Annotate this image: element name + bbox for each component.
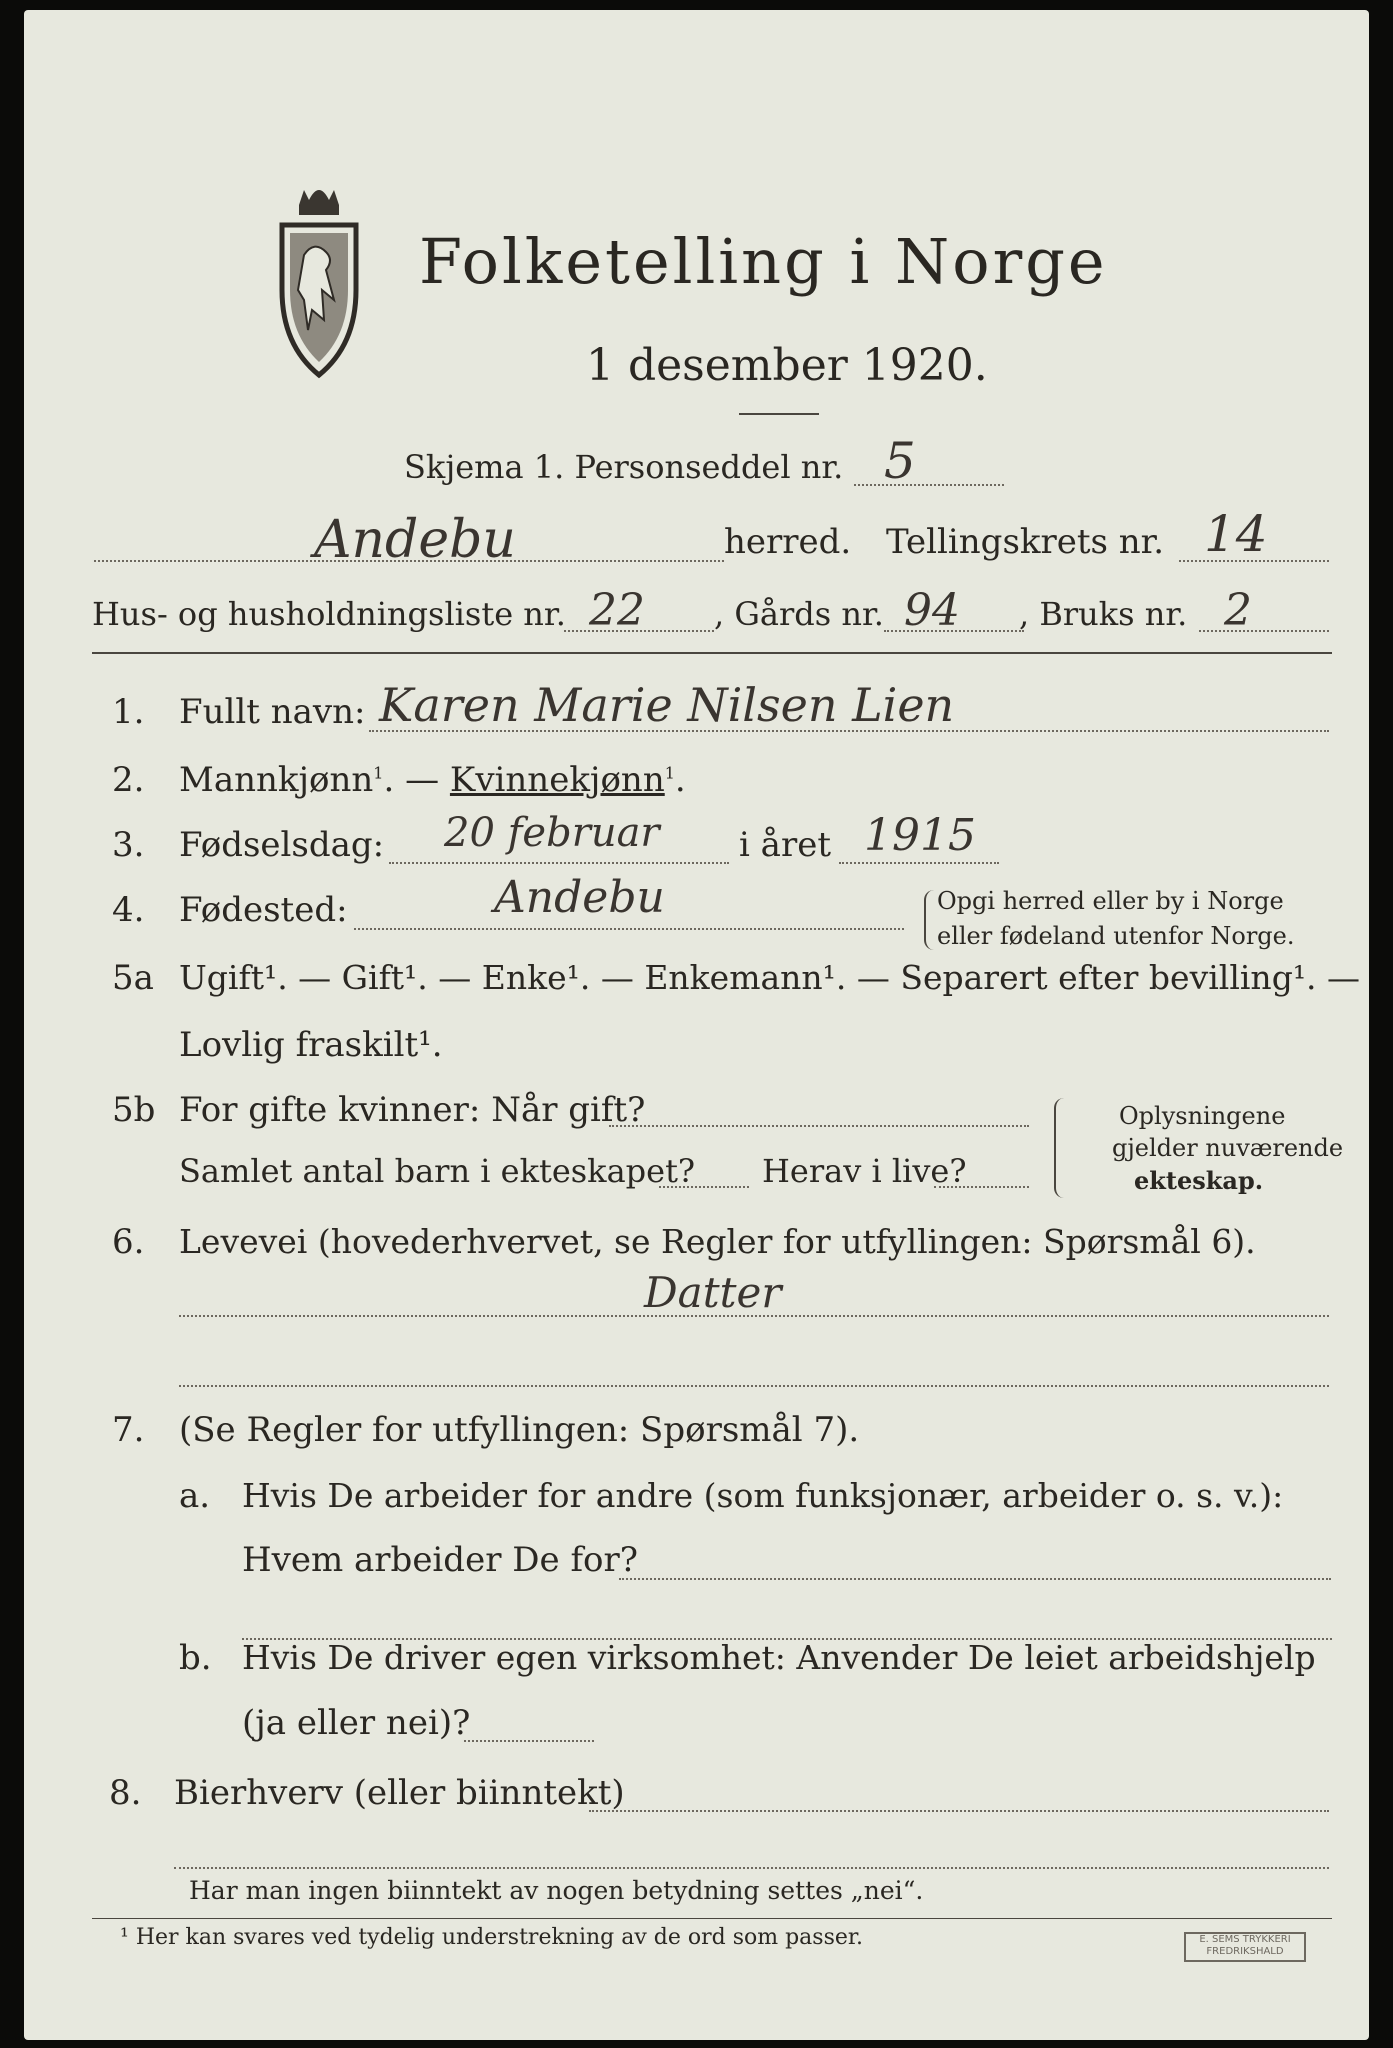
q8-line1 (589, 1810, 1329, 1812)
q2-dash: . — (383, 760, 450, 800)
q3-number: 3. (112, 825, 145, 865)
q7a-line2: Hvem arbeider De for? (242, 1540, 638, 1580)
title-rule (739, 413, 819, 415)
q7a-employer-line (619, 1578, 1331, 1580)
tellingskrets-nr: 14 (1204, 505, 1268, 563)
personseddel-nr: 5 (884, 432, 916, 490)
birthdate-value: 20 februar (444, 810, 660, 856)
herred-value: Andebu (314, 510, 516, 570)
q6-number: 6. (112, 1222, 145, 1262)
q4-line (354, 928, 904, 930)
schema-label: Skjema 1. Personseddel nr. (404, 448, 844, 486)
q7a-line1: Hvis De arbeider for andre (som funksjonær, arbeider o. s. v.): (242, 1476, 1284, 1515)
q6-line2 (179, 1385, 1329, 1387)
q5b-married-line (609, 1125, 1029, 1127)
q5b-children-line (659, 1186, 749, 1188)
q7b-line2: (ja eller nei)? (242, 1703, 471, 1743)
q2-options (179, 760, 686, 800)
printer-stamp (1184, 1932, 1306, 1962)
personseddel-line (854, 484, 1004, 486)
q5b-number: 5b (112, 1090, 156, 1130)
bruks-line (1199, 630, 1329, 632)
q3-label: Fødselsdag: (179, 825, 385, 865)
stamp-line-2: FREDRIKSHALD (1206, 1946, 1284, 1957)
q3-line (389, 862, 729, 864)
q4-brace (924, 890, 934, 950)
q7b-letter: b. (179, 1638, 212, 1678)
q4-number: 4. (112, 890, 145, 930)
herred-label: herred. (724, 522, 852, 562)
q4-note-1: Opgi herred eller by i Norge (937, 887, 1284, 915)
q2-mann: Mannkjønn (179, 760, 374, 800)
header-divider (92, 652, 1332, 654)
tellingskrets-label: Tellingskrets nr. (886, 522, 1165, 562)
q5b-alive: Herav i live? (762, 1152, 967, 1190)
stamp-line-1: E. SEMS TRYKKERI (1199, 1934, 1291, 1945)
q5b-alive-line (934, 1186, 1029, 1188)
q2-kvinne-selected: Kvinnekjønn (449, 760, 665, 800)
q8-label: Bierhverv (eller biinntekt) (174, 1773, 625, 1813)
birthplace-value: Andebu (494, 872, 665, 923)
q1-label: Fullt navn: (179, 692, 366, 732)
norwegian-lion-coat-of-arms-icon (264, 170, 374, 384)
q5b-children: Samlet antal barn i ekteskapet? (179, 1152, 696, 1190)
bruks-label: , Bruks nr. (1019, 595, 1188, 633)
q4-note-2: eller fødeland utenfor Norge. (937, 922, 1295, 950)
q5b-line1: For gifte kvinner: Når gift? (179, 1090, 646, 1130)
q5b-note-1: Oplysningene (1119, 1102, 1286, 1130)
gards-label: , Gårds nr. (714, 595, 884, 633)
q5b-note-3: ekteskap. (1134, 1166, 1264, 1195)
census-form (24, 10, 1369, 2040)
gards-nr: 94 (904, 585, 960, 636)
q2-number: 2. (112, 760, 145, 800)
q8-number: 8. (109, 1773, 142, 1813)
q8-line2 (174, 1867, 1329, 1869)
q7-number: 7. (112, 1410, 145, 1450)
q6-label: Levevei (hovederhvervet, se Regler for utfyllingen: Spørsmål 6). (179, 1222, 1256, 1261)
bruks-nr: 2 (1224, 585, 1252, 636)
occupation-value: Datter (644, 1268, 782, 1317)
q7a-letter: a. (179, 1476, 211, 1516)
biinntekt-note: Har man ingen biinntekt av nogen betydning settes „nei“. (189, 1876, 924, 1905)
form-date: 1 desember 1920. (586, 340, 988, 391)
full-name-value: Karen Marie Nilsen Lien (379, 678, 955, 732)
birth-year-value: 1915 (864, 810, 976, 861)
q5a-number: 5a (112, 958, 154, 998)
q2-sup-a: 1 (373, 763, 384, 783)
q4-label: Fødested: (179, 890, 348, 930)
footnote-rule (92, 1918, 1332, 1919)
q7b-answer-line (464, 1740, 594, 1742)
q3-year-line (839, 862, 999, 864)
q5a-line1: Ugift¹. — Gift¹. — Enke¹. — Enkemann¹. — Separert efter bevilling¹. — (179, 958, 1361, 997)
q1-number: 1. (112, 692, 145, 732)
liste-label: Hus- og husholdningsliste nr. (92, 595, 566, 633)
q2-sup-b: 1 (664, 763, 675, 783)
q2-end: . (674, 760, 686, 800)
form-title: Folketelling i Norge (419, 225, 1108, 298)
footnote: ¹ Her kan svares ved tydelig understrekning av de ord som passer. (120, 1925, 863, 1950)
q3-year-label: i året (739, 825, 831, 865)
q5b-note-2: gjelder nuværende (1112, 1134, 1344, 1162)
q7b-line1: Hvis De driver egen virksomhet: Anvender De leiet arbeidshjelp (242, 1638, 1316, 1677)
liste-nr: 22 (589, 585, 645, 636)
q7-label: (Se Regler for utfyllingen: Spørsmål 7). (179, 1410, 860, 1450)
q5b-brace (1054, 1098, 1066, 1198)
q5a-line2: Lovlig fraskilt¹. (179, 1025, 443, 1065)
